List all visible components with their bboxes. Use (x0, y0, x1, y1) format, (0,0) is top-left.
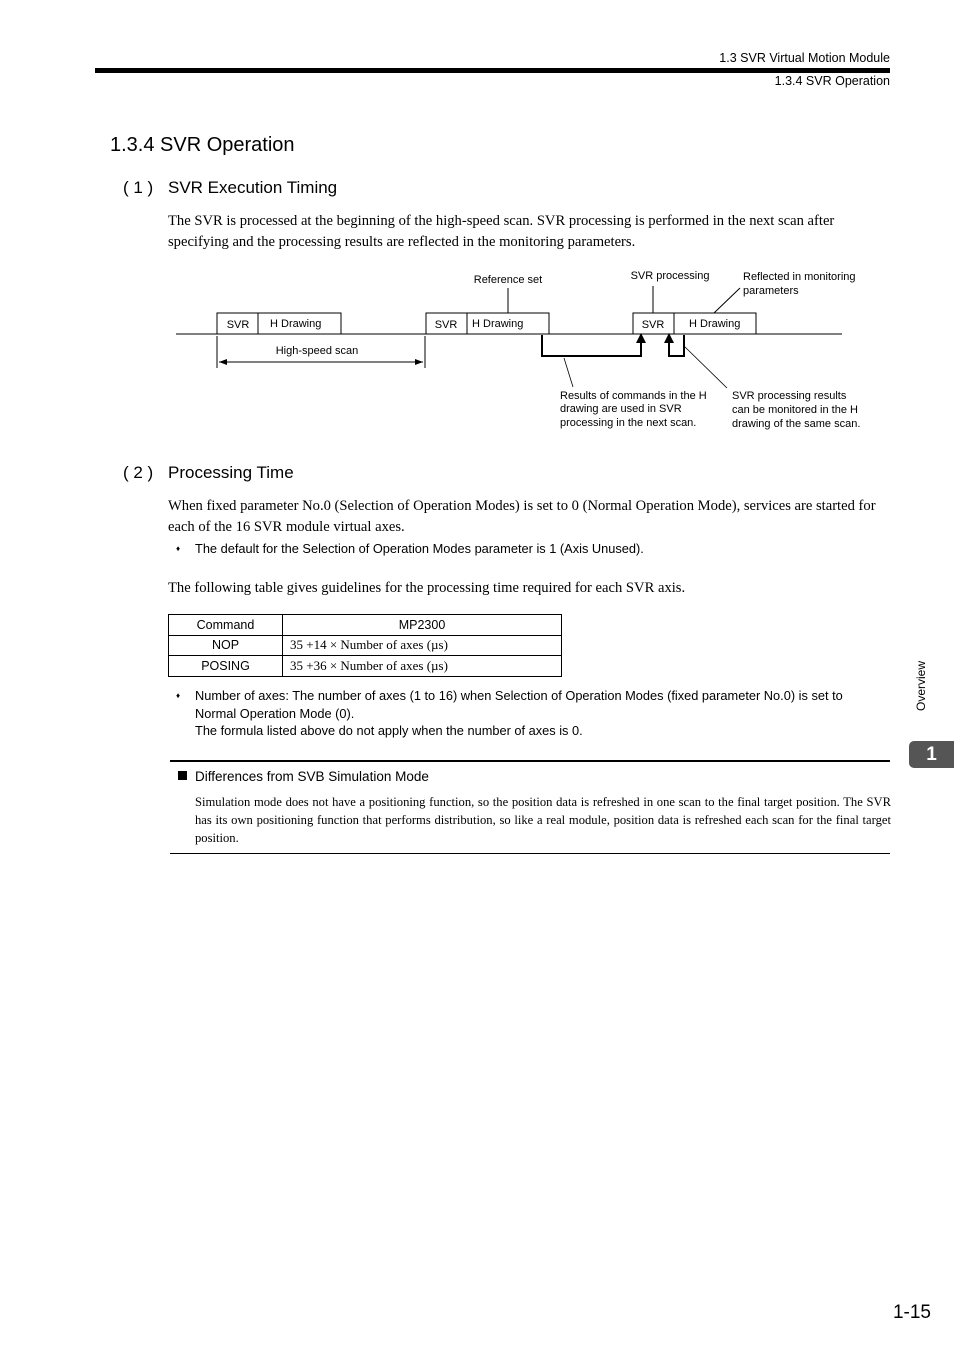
results-note-line2: drawing are used in SVR (560, 403, 682, 415)
monitor-leader (684, 346, 727, 388)
bullet-axes-line2: Normal Operation Mode (0). (195, 705, 355, 721)
table-cell-formula: 35 +36 × Number of axes (µs) (283, 656, 562, 677)
table-header-command: Command (169, 615, 283, 636)
section-1-paragraph: The SVR is processed at the beginning of the high-speed scan. SVR processing is performed in the next scan after specifying and the processing results are reflected in the monitoring parameters. (168, 213, 835, 250)
results-leader (564, 358, 573, 387)
timing-diagram (0, 0, 954, 450)
h-drawing-label-3: H Drawing (689, 318, 741, 330)
page-number: 1-15 (892, 1302, 931, 1323)
results-note-line1: Results of commands in the H (560, 390, 707, 402)
table-header-row (169, 615, 562, 636)
bullet-axes-line3: The formula listed above do not apply when the number of axes is 0. (195, 723, 583, 738)
bullet-default-mode (176, 540, 896, 558)
chapter-tab: 1 (909, 741, 954, 768)
table-intro-paragraph: The following table gives guidelines for the processing time required for each SVR axis. (168, 580, 686, 596)
note-top-rule (170, 760, 890, 762)
high-speed-scan-label: High-speed scan (275, 345, 359, 357)
next-scan-flow-path (542, 335, 641, 356)
monitor-note-line1: SVR processing results (732, 390, 847, 402)
reflected-label-line2: parameters (743, 285, 799, 297)
svr-label-3: SVR (641, 319, 665, 331)
section-1-title: SVR Execution Timing (168, 178, 338, 197)
svr-processing-label: SVR processing (630, 270, 710, 282)
results-note-line3: processing in the next scan. (560, 417, 697, 429)
table-cell-command: POSING (169, 656, 283, 677)
running-header-subsection: 1.3.4 SVR Operation (774, 74, 890, 88)
chapter-side-label-text: Overview (914, 661, 928, 712)
svr-label-2: SVR (434, 319, 458, 331)
table-header-mp2300: MP2300 (283, 615, 562, 636)
reference-set-label: Reference set (473, 274, 543, 286)
square-bullet-icon (178, 771, 187, 780)
processing-time-table (168, 614, 562, 677)
bullet-default-mode-text: The default for the Selection of Operation Modes parameter is 1 (Axis Unused). (195, 541, 644, 556)
section-2-heading (123, 463, 294, 483)
section-2-number: ( 2 ) (123, 463, 154, 482)
bullet-number-of-axes (176, 687, 896, 741)
table-cell-command: NOP (169, 635, 283, 656)
section-2-paragraph: When fixed parameter No.0 (Selection of Operation Modes) is set to 0 (Normal Operation Mode), services are started for each of the 16 SVR module virtual axes. (168, 498, 876, 535)
bullet-axes-line1: Number of axes: The number of axes (1 to 16) when Selection of Operation Modes (fixed parameter No.0) is set to (195, 688, 843, 703)
note-title-text: Differences from SVB Simulation Mode (195, 769, 429, 784)
chapter-side-label (911, 657, 927, 717)
note-body: Simulation mode does not have a positioning function, so the position data is refreshed in one scan to the final target position. The SVR has its own positioning function that performs distribution, so like a real module, position data is refreshed each scan for the final target position. (195, 795, 891, 845)
reflected-leader (714, 288, 740, 313)
section-2-title: Processing Time (168, 463, 294, 482)
svr-label-1: SVR (226, 319, 250, 331)
page-title: 1.3.4 SVR Operation (110, 134, 295, 156)
monitor-note-line3: drawing of the same scan. (732, 418, 861, 430)
table-row (169, 656, 562, 677)
h-drawing-label-1: H Drawing (270, 318, 322, 330)
h-drawing-label-2: H Drawing (472, 318, 524, 330)
bullet-icon: ♦ (176, 544, 181, 553)
table-row (169, 635, 562, 656)
reflected-label-line1: Reflected in monitoring (743, 271, 856, 283)
section-1-number: ( 1 ) (123, 178, 154, 197)
running-header-section: 1.3 SVR Virtual Motion Module (719, 51, 890, 65)
note-title (178, 769, 429, 784)
table-cell-formula: 35 +14 × Number of axes (µs) (283, 635, 562, 656)
bullet-icon: ♦ (176, 691, 181, 700)
monitor-note-line2: can be monitored in the H (732, 404, 858, 416)
note-bottom-rule (170, 853, 890, 854)
